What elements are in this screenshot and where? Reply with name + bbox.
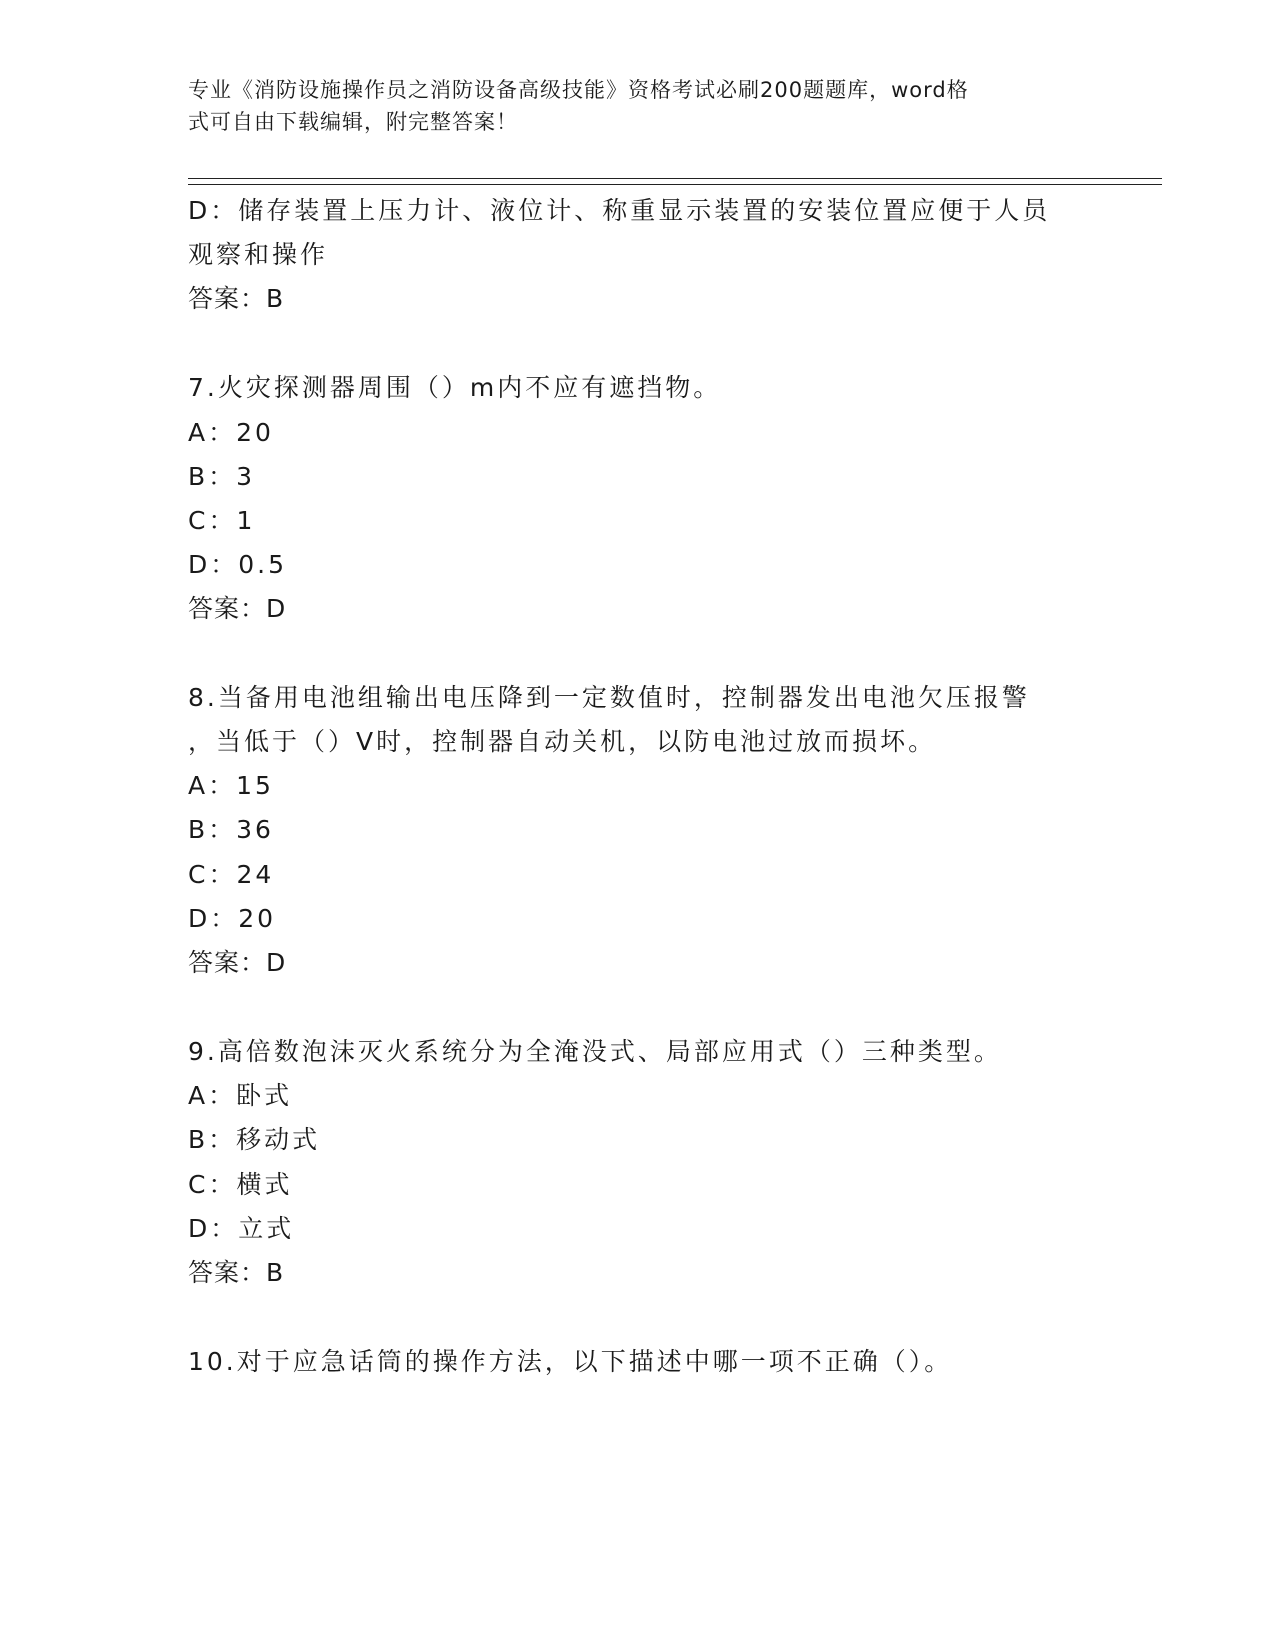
question-9-stem: 9.高倍数泡沫灭火系统分为全淹没式、局部应用式（）三种类型。 [188, 1037, 1002, 1066]
question-8-stem-line-2: ，当低于（）V时，控制器自动关机，以防电池过放而损坏。 [188, 727, 937, 756]
question-9-option-a: A：卧式 [188, 1081, 293, 1110]
question-7-answer: 答案：D [188, 594, 287, 623]
question-9-option-b: B：移动式 [188, 1125, 321, 1154]
question-8-answer: 答案：D [188, 948, 287, 977]
prev-option-d-line-1: D：储存装置上压力计、液位计、称重显示装置的安装位置应便于人员 [188, 196, 1051, 225]
question-9-option-c: C：横式 [188, 1170, 293, 1199]
question-9-option-d: D：立式 [188, 1214, 295, 1243]
question-10-stem: 10.对于应急话筒的操作方法，以下描述中哪一项不正确（）。 [188, 1347, 953, 1376]
question-8-stem-line-1: 8.当备用电池组输出电压降到一定数值时，控制器发出电池欠压报警 [188, 683, 1030, 712]
header-line-2: 式可自由下载编辑，附完整答案！ [188, 110, 518, 134]
question-8-option-d: D：20 [188, 904, 277, 933]
question-7-stem: 7.火灾探测器周围（）m内不应有遮挡物。 [188, 373, 722, 402]
question-9-answer: 答案：B [188, 1258, 285, 1287]
prev-option-d-line-2: 观察和操作 [188, 240, 329, 269]
question-8-option-b: B：36 [188, 815, 274, 844]
question-8-option-c: C：24 [188, 860, 275, 889]
question-7-option-b: B：3 [188, 462, 256, 491]
header-rule-top [188, 178, 1162, 179]
question-7-option-a: A：20 [188, 418, 274, 447]
question-7-option-d: D：0.5 [188, 550, 288, 579]
header-line-1: 专业《消防设施操作员之消防设备高级技能》资格考试必刷200题题库，word格 [188, 78, 969, 102]
document-header [188, 74, 1068, 138]
question-7-option-c: C：1 [188, 506, 256, 535]
header-rule-bottom [188, 184, 1162, 185]
question-8-option-a: A：15 [188, 771, 274, 800]
prev-answer: 答案：B [188, 284, 285, 313]
